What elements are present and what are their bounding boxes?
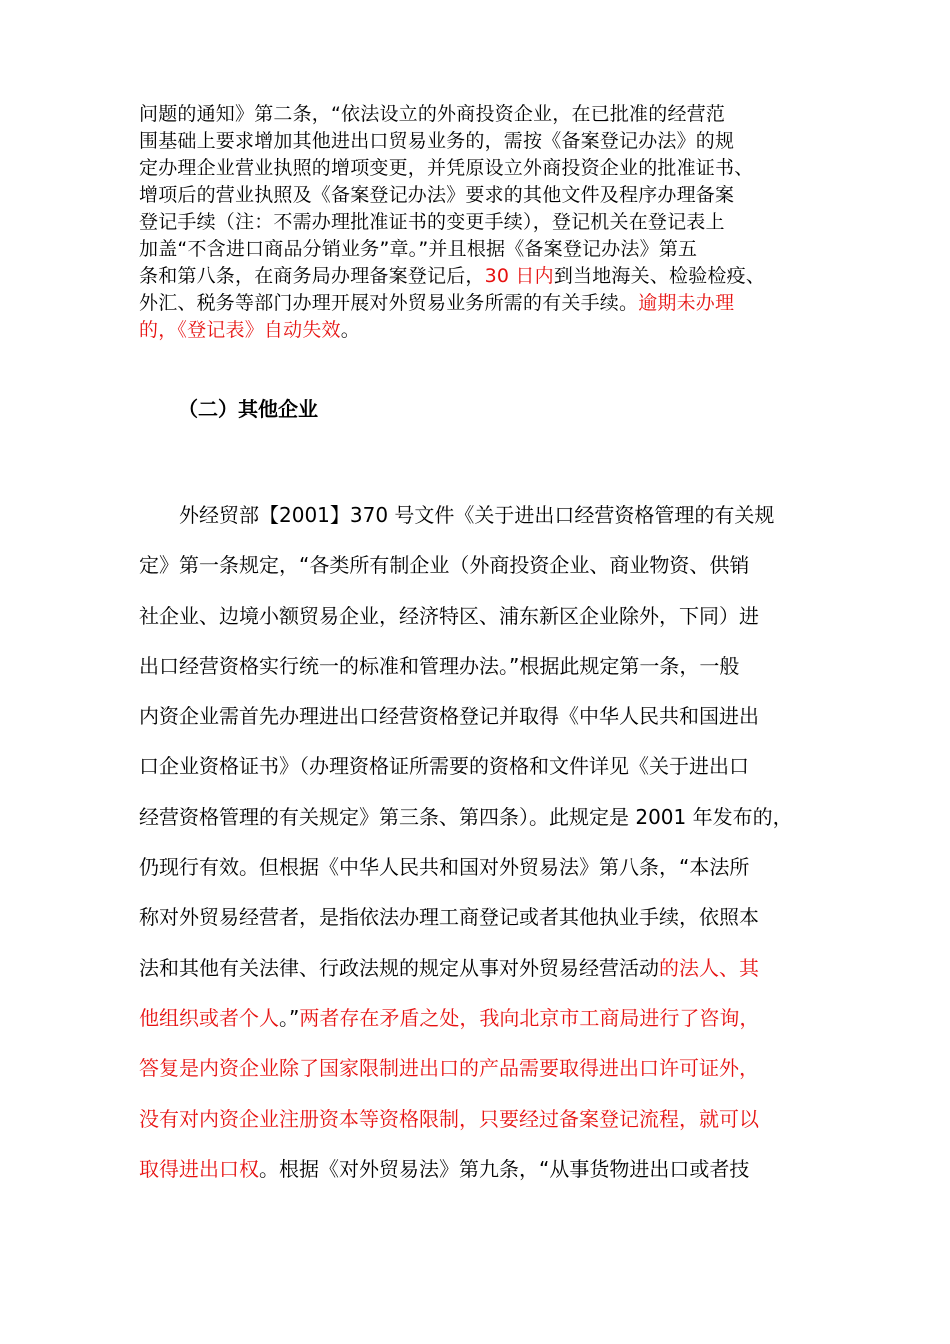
text-line	[139, 236, 839, 263]
highlighted-text-run: 30 日内	[484, 265, 554, 287]
highlighted-text-run: 的，《登记表》自动失效	[139, 319, 341, 341]
text-line	[139, 842, 839, 892]
text-run: 。	[340, 319, 360, 341]
text-line	[139, 691, 839, 741]
text-line	[139, 540, 839, 590]
text-run: 增项后的营业执照及《备案登记办法》要求的其他文件及程序办理备案	[139, 184, 735, 206]
text-line	[139, 263, 839, 290]
text-line	[139, 290, 839, 317]
text-run: 称对外贸易经营者，是指依法办理工商登记或者其他执业手续，依照本	[139, 905, 759, 930]
text-line	[139, 182, 839, 209]
text-run: 经营资格管理的有关规定》第三条、第四条）。此规定是 2001 年发布的，	[139, 804, 793, 829]
text-run: 外经贸部【2001】370 号文件《关于进出口经营资格管理的有关规	[139, 503, 775, 527]
text-line	[139, 317, 839, 344]
text-line	[139, 128, 839, 155]
paragraph-other-enterprises	[139, 490, 839, 1194]
highlighted-text-run: 两者存在矛盾之处，我向北京市工商局进行了咨询，	[299, 1005, 760, 1030]
text-line	[139, 1043, 839, 1093]
text-run: 出口经营资格实行统一的标准和管理办法。”根据此规定第一条，一般	[139, 653, 740, 678]
highlighted-text-run: 逾期未办理	[638, 292, 735, 314]
text-line	[139, 892, 839, 942]
text-run: 定》第一条规定，“各类所有制企业（外商投资企业、商业物资、供销	[139, 553, 750, 578]
section-heading-other-enterprises: （二）其他企业	[178, 397, 318, 421]
text-line	[139, 1094, 839, 1144]
text-run: 加盖“不含进口商品分销业务”章。”并且根据《备案登记办法》第五	[139, 238, 698, 260]
text-line	[139, 591, 839, 641]
text-line	[139, 490, 839, 540]
text-run: 条和第八条，在商务局办理备案登记后，	[139, 265, 485, 287]
text-line	[139, 641, 839, 691]
highlighted-text-run: 取得进出口权	[139, 1156, 259, 1181]
text-line	[139, 943, 839, 993]
text-run: 口企业资格证书》（办理资格证所需要的资格和文件详见《关于进出口	[139, 754, 749, 779]
text-run: 仍现行有效。但根据《中华人民共和国对外贸易法》第八条，“本法所	[139, 855, 750, 880]
text-line	[139, 101, 839, 128]
text-run: 定办理企业营业执照的增项变更，并凭原设立外商投资企业的批准证书、	[139, 157, 754, 179]
text-run: 到当地海关、检验检疫、	[553, 265, 766, 287]
paragraph-foreign-invested-enterprises	[139, 101, 839, 344]
text-run: 登记手续（注：不需办理批准证书的变更手续），登记机关在登记表上	[139, 211, 725, 233]
text-run: 法和其他有关法律、行政法规的规定从事对外贸易经营活动	[139, 955, 659, 980]
text-run: 。根据《对外贸易法》第九条，“从事货物进出口或者技	[259, 1156, 750, 1181]
text-run: 问题的通知》第二条，“依法设立的外商投资企业，在已批准的经营范	[139, 103, 726, 125]
text-line	[139, 209, 839, 236]
highlighted-text-run: 答复是内资企业除了国家限制进出口的产品需要取得进出口许可证外，	[139, 1056, 759, 1081]
highlighted-text-run: 没有对内资企业注册资本等资格限制，只要经过备案登记流程，就可以	[139, 1106, 759, 1131]
highlighted-text-run: 的法人、其	[659, 955, 759, 980]
text-line	[139, 993, 839, 1043]
text-line	[139, 1144, 839, 1194]
text-run: 社企业、边境小额贸易企业，经济特区、浦东新区企业除外，下同）进	[139, 603, 759, 628]
text-run: 围基础上要求增加其他进出口贸易业务的，需按《备案登记办法》的规	[139, 130, 735, 152]
text-line	[139, 792, 839, 842]
text-run: 内资企业需首先办理进出口经营资格登记并取得《中华人民共和国进出	[139, 704, 759, 729]
text-run: 外汇、税务等部门办理开展对外贸易业务所需的有关手续。	[139, 292, 639, 314]
text-line	[139, 741, 839, 791]
text-line	[139, 155, 839, 182]
text-run: 。”	[279, 1005, 300, 1030]
highlighted-text-run: 他组织或者个人	[139, 1005, 279, 1030]
